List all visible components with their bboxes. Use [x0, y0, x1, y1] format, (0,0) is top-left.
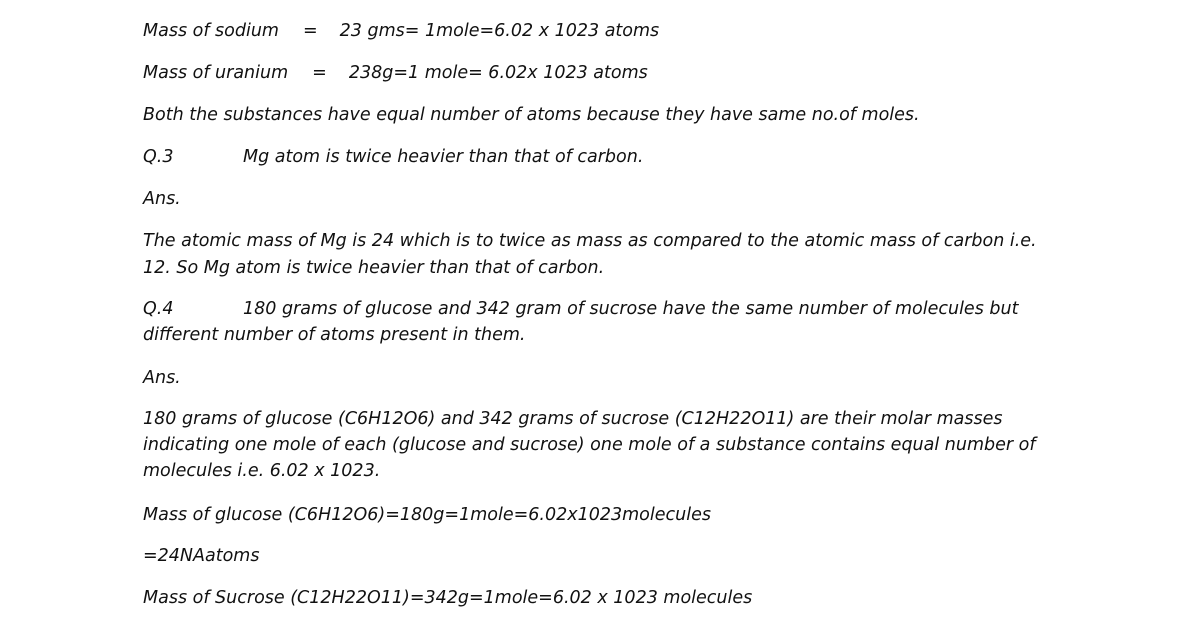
answer-3-line-2: 12. So Mg atom is twice heavier than that of carbon.: [143, 258, 605, 278]
uranium-value: 238g=1 mole= 6.02x 1023 atoms: [348, 63, 648, 83]
answer-3-label: Ans.: [143, 189, 181, 209]
uranium-equals: =: [312, 63, 327, 83]
answer-4-line-1: 180 grams of glucose (C6H12O6) and 342 grams of sucrose (C12H22O11) are their molar masses: [143, 409, 1003, 429]
question-3: [143, 144, 643, 170]
sucrose-mass-line: Mass of Sucrose (C12H22O11)=342g=1mole=6.02 x 1023 molecules: [143, 588, 753, 608]
uranium-mass-line: [143, 60, 648, 86]
sodium-value: 23 gms= 1mole=6.02 x 1023 atoms: [339, 21, 660, 41]
na-atoms-line: =24NAatoms: [143, 546, 260, 566]
both-substances-line: Both the substances have equal number of atoms because they have same no.of moles.: [143, 105, 920, 125]
answer-4-label: Ans.: [143, 368, 181, 388]
question-4-text: 180 grams of glucose and 342 gram of sucrose have the same number of molecules but: [243, 299, 1019, 319]
question-4-label: Q.4: [143, 299, 174, 319]
answer-3-line-1: The atomic mass of Mg is 24 which is to twice as mass as compared to the atomic mass of carbon i.e.: [143, 231, 1037, 251]
question-4-line-2: different number of atoms present in them.: [143, 325, 526, 345]
sodium-mass-line: [143, 18, 659, 44]
question-4: [143, 296, 1018, 322]
uranium-label: Mass of uranium: [143, 63, 289, 83]
answer-4-line-2: indicating one mole of each (glucose and sucrose) one mole of a substance contains equal number of: [143, 435, 1036, 455]
question-3-label: Q.3: [143, 147, 174, 167]
question-3-text: Mg atom is twice heavier than that of carbon.: [243, 147, 644, 167]
sodium-equals: =: [302, 21, 318, 41]
glucose-mass-line: Mass of glucose (C6H12O6)=180g=1mole=6.02x1023molecules: [143, 505, 711, 525]
answer-4-line-3: molecules i.e. 6.02 x 1023.: [143, 461, 381, 481]
sodium-label: Mass of sodium: [143, 21, 279, 41]
